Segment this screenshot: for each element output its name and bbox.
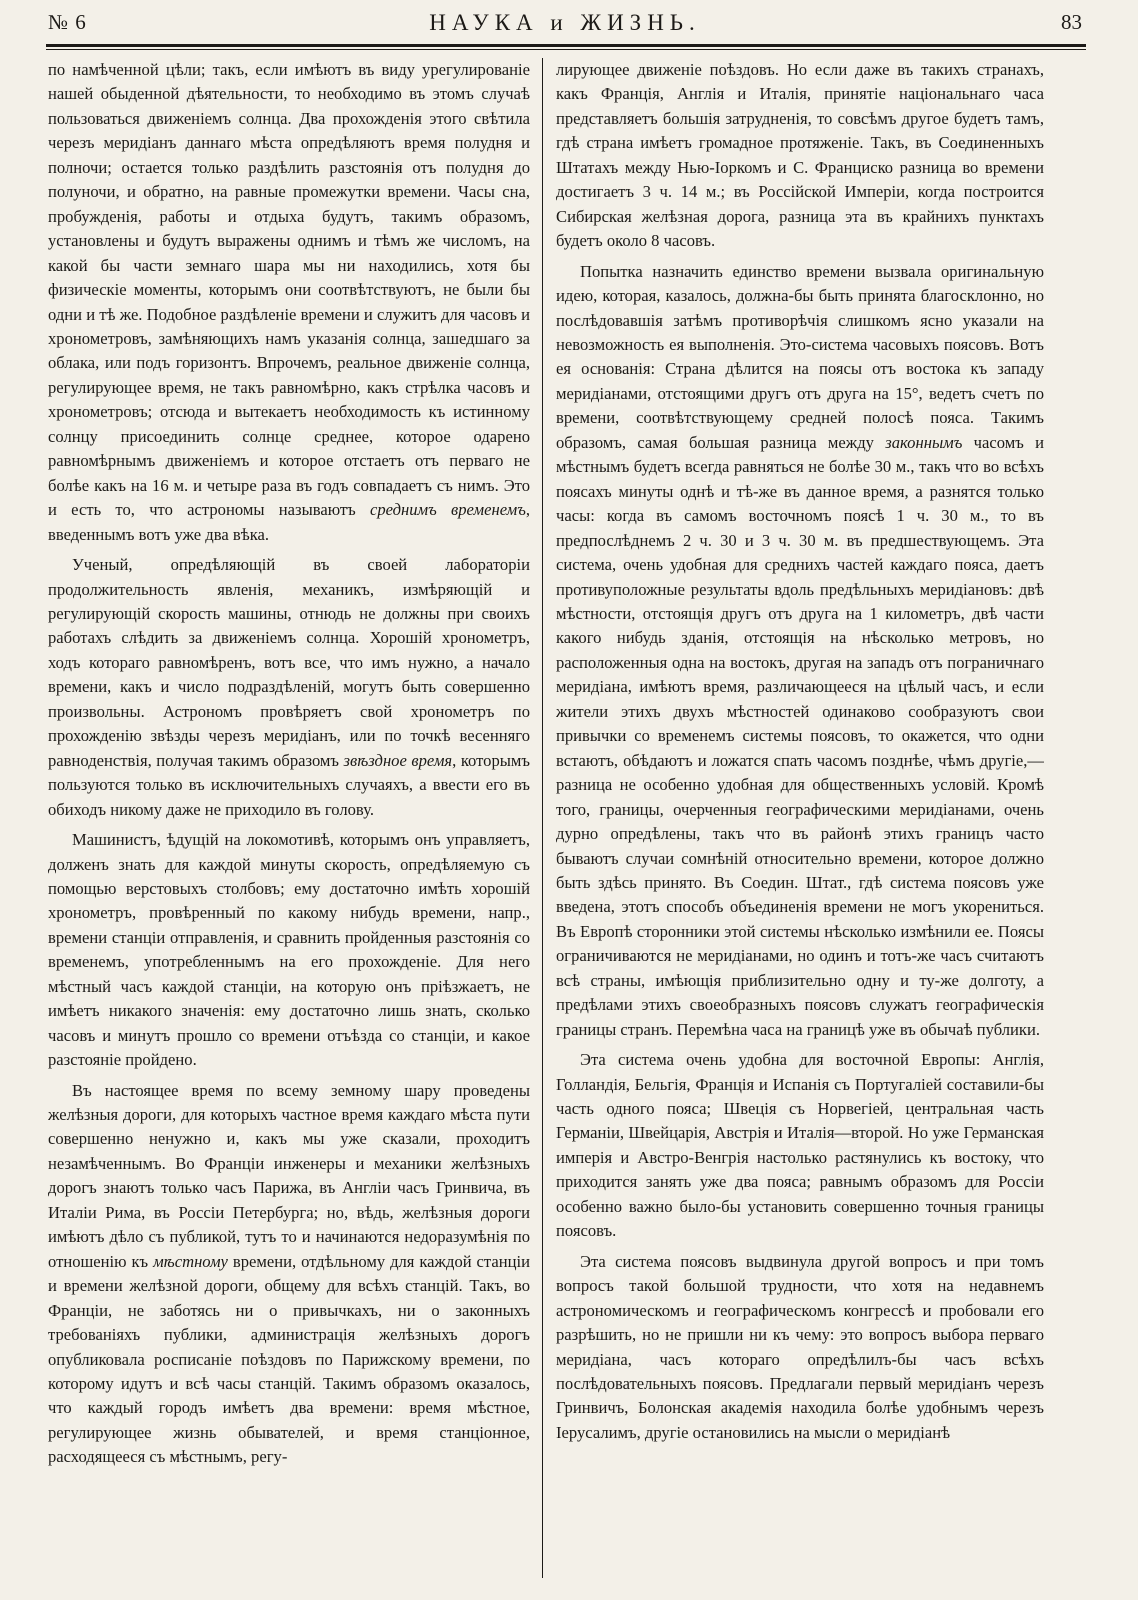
paragraph: Въ настоящее время по всему земному шару проведены желѣзныя дороги, для которыхъ частное время каждаго мѣста пути совершенно ненужно и, какъ мы уже сказали, проходитъ незамѣченнымъ. Во Франціи инженеры и механики желѣзныхъ дорогъ знаютъ только часъ Парижа, въ Англіи часъ Гринвича, въ Италіи Рима, въ Россіи Петербурга; но, вѣдь, желѣзныя дороги имѣютъ дѣло съ публикой, тутъ то и начинаются недоразумѣнія по отношенію къ мѣстному времени, отдѣльному для каждой станціи и времени желѣзной дороги, общему для всѣхъ станцій. Такъ, во Франціи, не заботясь ни о привычкахъ, ни о законныхъ требованіяхъ публики, администрація желѣзныхъ дорогъ опубликовала росписаніе поѣздовъ по Парижскому времени, по которому идутъ и всѣ часы станцій. Такимъ образомъ оказалось, что каждый городъ имѣетъ два времени: время мѣстное, регулирующее жизнь обывателей, и время станціонное, расходящееся съ мѣстнымъ, регу- xyxy=(48,1080,530,1467)
paragraph: лирующее движеніе поѣздовъ. Но если даже въ такихъ странахъ, какъ Франція, Англія и Италія, принятіе національнаго часа представляетъ большія затрудненія, то совсѣмъ другое будетъ тамъ, гдѣ страна имѣетъ громадное протяженіе. Такъ, въ Соединенныхъ Штатахъ между Нью-Іоркомъ и С. Франциско разница во времени достигаетъ 3 ч. 14 м.; въ Россійской Имперіи, когда построится Сибирская желѣзная дорога, разница эта въ крайнихъ пунктахъ будетъ около 8 часовъ. xyxy=(556,60,1044,251)
running-header xyxy=(48,10,1082,38)
column-divider xyxy=(542,58,543,1578)
header-rule xyxy=(46,44,1086,50)
paragraph: Попытка назначить единство времени вызвала оригинальную идею, которая, казалось, должна-бы быть принята благосклонно, но послѣдовавшія затѣмъ противорѣчія слишкомъ ясно указали на невозможность ея выполненія. Это-система часовыхъ поясовъ. Вотъ ея основанія: Страна дѣлится на поясы отъ востока къ западу меридіанами, отстоящими другъ отъ друга на 15°, ведетъ счетъ по времени, соотвѣтствующему средней полосѣ пояса. Такимъ образомъ, самая большая разница между законнымъ часомъ и мѣстнымъ будетъ всегда равняться не болѣе 30 м., такъ что во всѣхъ поясахъ минуты однѣ и тѣ-же въ данное время, а разнятся только часы: когда въ самомъ восточномъ поясѣ 1 ч. 30 м., то въ предпослѣднемъ 2 ч. 30 и 3 ч. 30 м. въ предшествующемъ. Эта система, очень удобная для среднихъ частей каждаго пояса, даетъ противуположные результаты вдоль предѣльныхъ меридіановъ: двѣ мѣстности, отстоящія другъ отъ друга на 1 километръ, двѣ части какого нибудь зданія, отстоящія на нѣсколько метровъ, но расположенныя одна на востокъ, другая на западъ отъ пограничнаго меридіана, имѣютъ время, различающееся на цѣлый часъ, и если жители этихъ двухъ мѣстностей одинаково сообразуютъ свои привычки со временемъ системы поясовъ, то окажется, что одни встаютъ, обѣдаютъ и ложатся спать часомъ позднѣе, чѣмъ другіе,—разница не особенно удобная для общественныхъ условій. Кромѣ того, границы, очерченныя географическими меридіанами, очень дурно опредѣлены, такъ что въ районѣ этихъ границъ часто бываютъ случаи сомнѣній относительно времени, которое должно быть здѣсь принято. Въ Соедин. Штат., гдѣ система поясовъ уже введена, этотъ способъ объединенія времени не могъ укорениться. Въ Европѣ сторонники этой системы нѣсколько измѣнили ее. Поясы ограничиваются не меридіанами, но одинъ и тотъ-же часъ считаютъ всѣ страны, имѣющія приблизительно одну и ту-же долготу, а предѣлами этихъ своеобразныхъ поясовъ служатъ географическія границы странъ. Перемѣна часа на границѣ уже въ обычаѣ публики. xyxy=(556,261,1044,1039)
paragraph: Эта система поясовъ выдвинула другой вопросъ и при томъ вопросъ такой большой трудности, что хотя на недавнемъ астрономическомъ и географическомъ конгрессѣ и пробовали его разрѣшить, но не пришли ни къ чему: это вопросъ выбора перваго меридіана, часъ котораго опредѣлилъ-бы часъ всѣхъ послѣдовательныхъ поясовъ. Предлагали первый меридіанъ черезъ Гринвичъ, Болонская академія находила болѣе удобнымъ черезъ Іерусалимъ, другіе остановились на мысли о меридіанѣ xyxy=(556,1251,1044,1442)
paragraph: Эта система очень удобна для восточной Европы: Англія, Голландія, Бельгія, Франція и Испанія съ Португаліей составили-бы часть одного пояса; Швеція съ Норвегіей, центральная часть Германіи, Швейцарія, Австрія и Италія—второй. Но уже Германская имперія и Австро-Венгрія настолько растянулись къ востоку, что приходится занять уже два пояса; равнымъ образомъ для Россіи особенно важно было-бы установить совершенно точныя границы поясовъ. xyxy=(556,1050,1044,1241)
journal-title: НАУКА и ЖИЗНЬ. xyxy=(429,10,701,35)
paragraph: Машинистъ, ѣдущій на локомотивѣ, которымъ онъ управляетъ, долженъ знать для каждой минуты скорость, опредѣляемую съ помощью верстовыхъ столбовъ; ему достаточно имѣть хорошій хронометръ, провѣренный по какому нибудь времени, напр., времени станціи отправленія, и сравнить пройденныя разстоянія со временемъ, употребленнымъ на его прохожденіе. Для него мѣстный часъ каждой станціи, на которую онъ пріѣзжаетъ, не имѣетъ никакого значенія: ему достаточно лишь знать, сколько часовъ и минутъ прошло со времени отъѣзда со станціи, и какое разстояніе пройдено. xyxy=(48,830,530,1070)
paragraph: по намѣченной цѣли; такъ, если имѣютъ въ виду урегулированіе нашей обыденной дѣятельности, то необходимо въ этомъ случаѣ пользоваться движеніемъ солнца. Два прохожденія этого свѣтила черезъ меридіанъ даннаго мѣста опредѣляютъ время полудня и полночи; остается только раздѣлить разстоянія отъ полудня до полуночи, и обратно, на равные промежутки времени. Часы сна, пробужденія, работы и отдыха будутъ, такимъ образомъ, установлены и будутъ выражены однимъ и тѣмъ же числомъ, на какой бы части земнаго шара мы ни находились, хотя бы физическіе моменты, которымъ они соотвѣтствуютъ, не были бы одни и тѣ же. Подобное раздѣленіе времени и служитъ для часовъ и хронометровъ, замѣняющихъ намъ указанія солнца, зашедшаго за облака, или подъ горизонтъ. Впрочемъ, реальное движеніе солнца, регулирующее время, не такъ равномѣрно, какъ стрѣлка часовъ и хронометровъ; отсюда и вытекаетъ необходимость къ истинному солнцу присоединить солнце среднее, которое одарено равномѣрнымъ движеніемъ и которое отстаетъ отъ перваго не болѣе какъ на 16 м. и четыре раза въ годъ совпадаетъ съ нимъ. Это и есть то, что астрономы называютъ среднимъ временемъ, введеннымъ вотъ уже два вѣка. xyxy=(48,60,530,544)
left-column xyxy=(48,58,530,1580)
paragraph: Ученый, опредѣляющій въ своей лабораторіи продолжительность явленія, механикъ, измѣряющій и регулирующій скорость машины, отнюдь не должны при своихъ работахъ слѣдить за движеніемъ солнца. Хорошій хронометръ, ходъ котораго равномѣренъ, вотъ все, что имъ нужно, а начало времени, какъ и число подраздѣленій, могутъ быть совершенно произвольны. Астрономъ провѣряетъ свой хронометръ по прохожденію звѣзды черезъ меридіанъ, или по точкѣ весенняго равноденствія, получая такимъ образомъ звѣздное время, которымъ пользуются только въ исключительныхъ случаяхъ, а ввести его въ обиходъ никому даже не приходило въ голову. xyxy=(48,555,530,819)
right-column xyxy=(556,58,1044,1580)
issue-number: № 6 xyxy=(48,10,87,34)
page-number: 83 xyxy=(1061,10,1082,34)
